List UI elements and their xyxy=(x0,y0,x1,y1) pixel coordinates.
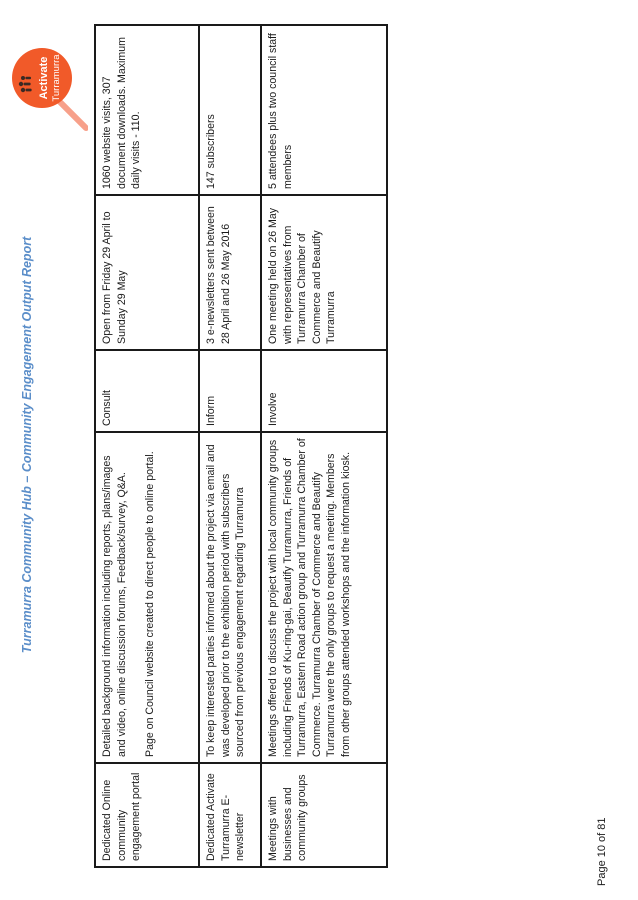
engagement-level-cell: Inform xyxy=(199,350,261,432)
logo-text-turramurra: Turramurra xyxy=(51,54,62,102)
logo-text-activate: Activate xyxy=(38,56,50,100)
engagement-table xyxy=(94,24,388,868)
timing-cell: 3 e-newsletters sent between 28 April and 26 May 2016 xyxy=(199,195,261,350)
activity-cell: Dedicated Online community engagement portal xyxy=(95,763,199,867)
description-paragraph: To keep interested parties informed about the project via email and was developed prior to the exhibition period with subscribers sourced from previous engagement regarding Turramurra xyxy=(205,444,247,757)
engagement-level-cell: Consult xyxy=(95,350,199,432)
description-cell xyxy=(95,432,199,763)
description-cell xyxy=(199,432,261,763)
description-cell xyxy=(261,432,387,763)
table-row xyxy=(199,25,261,867)
table-row xyxy=(95,25,199,867)
description-paragraph: Page on Council website created to direct people to online portal. xyxy=(144,451,157,757)
activity-cell: Dedicated Activate Turramurra E-newsletter xyxy=(199,763,261,867)
activate-turramurra-logo xyxy=(6,34,88,142)
timing-cell: One meeting held on 26 May with representatives from Turramurra Chamber of Commerce and Beautify Turramurra xyxy=(261,195,387,350)
activity-cell: Meetings with businesses and community groups xyxy=(261,763,387,867)
engagement-level-cell: Involve xyxy=(261,350,387,432)
outcome-cell: 147 subscribers xyxy=(199,25,261,195)
description-paragraph: Detailed background information including reports, plans/images and video, online discussion forums, Feedback/survey, Q&A. xyxy=(101,455,128,757)
table-row xyxy=(261,25,387,867)
description-paragraph: Meetings offered to discuss the project with local community groups including Friends of Ku-ring-gai, Beautify Turramurra, Friends of Turramurra, Eastern Road action group and Turramurra Chamber of Commerce. Turramurra Chamber of Commerce and Beautify Turramurra were the only groups to request a meeting. Members from other groups attended workshops and the information kiosk. xyxy=(267,438,352,757)
outcome-cell: 1060 website visits, 307 document downloads. Maximum daily visits - 110. xyxy=(95,25,199,195)
timing-cell: Open from Friday 29 April to Sunday 29 May xyxy=(95,195,199,350)
report-header-title: Turramurra Community Hub – Community Engagement Output Report xyxy=(20,236,34,654)
outcome-cell: 5 attendees plus two council staff members xyxy=(261,25,387,195)
page-number: Page 10 of 81 xyxy=(596,817,608,886)
